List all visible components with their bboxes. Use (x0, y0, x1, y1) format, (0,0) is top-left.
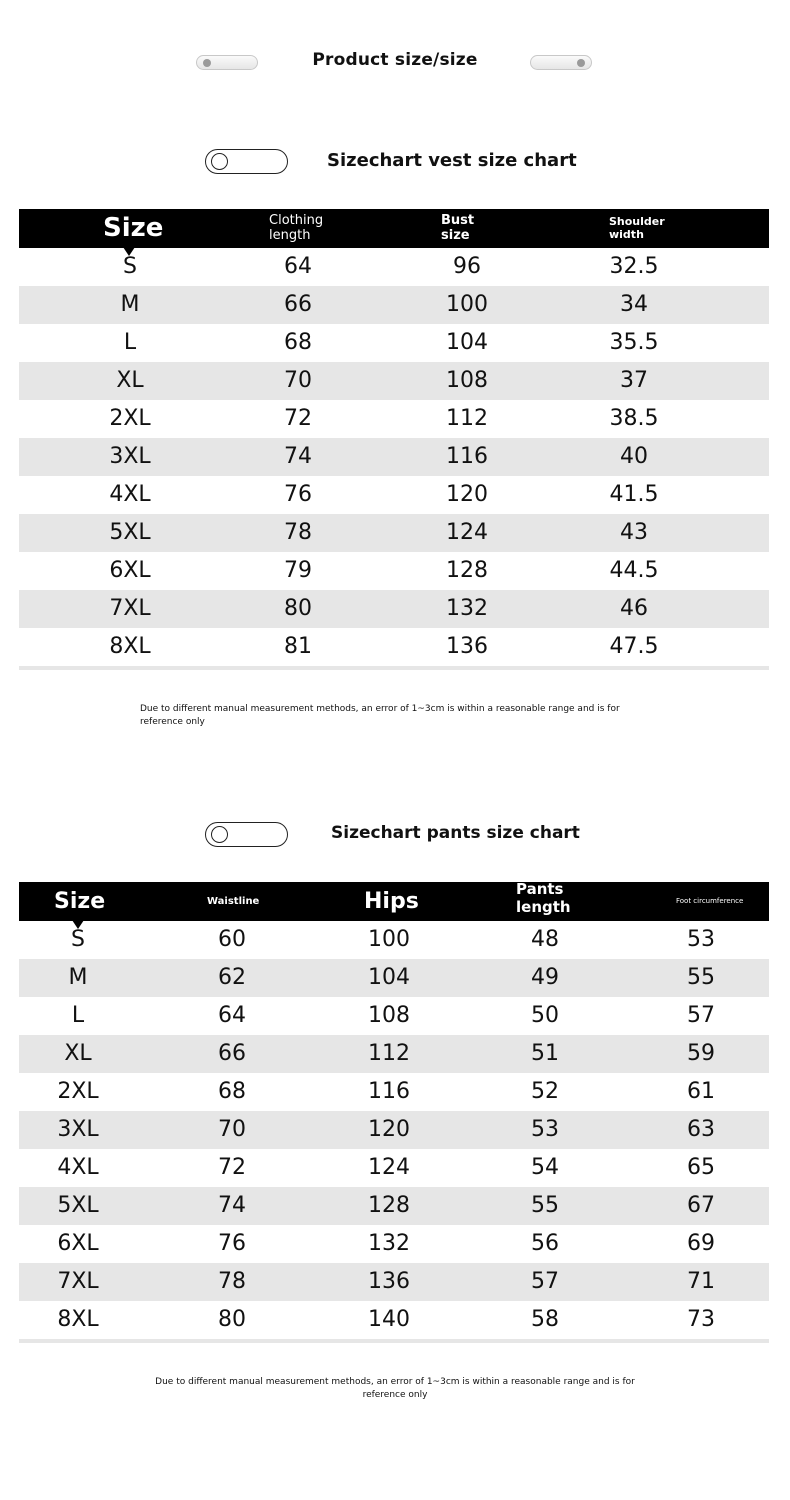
table-cell: M (120, 292, 140, 317)
table-row (19, 1035, 769, 1073)
table-cell: 104 (368, 965, 410, 990)
table-row (19, 400, 769, 438)
table-cell: 132 (368, 1231, 410, 1256)
table-row (19, 921, 769, 959)
table-cell: 104 (446, 330, 488, 355)
vest-header-clothing-length (269, 209, 323, 248)
table-cell: 96 (453, 254, 481, 279)
table-cell: 2XL (109, 406, 151, 431)
vest-header-size (103, 209, 163, 248)
vest-table-header (19, 209, 769, 248)
pants-header-hips (364, 882, 419, 921)
table-cell: 37 (620, 368, 648, 393)
pants-header-foot-circumference (676, 882, 743, 921)
table-cell: 8XL (109, 634, 151, 659)
table-cell: 136 (368, 1269, 410, 1294)
table-cell: XL (64, 1041, 92, 1066)
table-row (19, 1263, 769, 1301)
table-cell: 108 (446, 368, 488, 393)
vest-table-bottom-rule (19, 666, 769, 670)
table-cell: S (123, 254, 137, 279)
table-cell: 72 (284, 406, 312, 431)
table-cell: 78 (284, 520, 312, 545)
vest-section-header (0, 147, 790, 177)
table-cell: 54 (531, 1155, 559, 1180)
table-cell: 67 (687, 1193, 715, 1218)
table-cell: 79 (284, 558, 312, 583)
table-cell: 6XL (57, 1231, 99, 1256)
page-title: Product size/size (312, 50, 478, 70)
table-cell: 4XL (109, 482, 151, 507)
table-cell: 4XL (57, 1155, 99, 1180)
table-cell: 120 (368, 1117, 410, 1142)
table-row (19, 362, 769, 400)
table-cell: 44.5 (609, 558, 659, 583)
table-cell: 64 (284, 254, 312, 279)
table-cell: 72 (218, 1155, 246, 1180)
table-cell: 69 (687, 1231, 715, 1256)
table-cell: 68 (218, 1079, 246, 1104)
table-row (19, 628, 769, 666)
table-cell: 65 (687, 1155, 715, 1180)
header-line: Waistline (207, 895, 260, 907)
table-cell: 35.5 (609, 330, 659, 355)
header-line: Foot circumference (676, 897, 744, 906)
table-row (19, 1301, 769, 1339)
table-cell: S (71, 927, 85, 952)
pants-size-table (19, 882, 769, 1343)
table-cell: L (71, 1003, 85, 1028)
table-row (19, 1111, 769, 1149)
table-cell: 100 (368, 927, 410, 952)
table-cell: 3XL (109, 444, 151, 469)
table-row (19, 438, 769, 476)
table-cell: 70 (284, 368, 312, 393)
table-cell: 5XL (109, 520, 151, 545)
table-cell: 52 (531, 1079, 559, 1104)
table-cell: 71 (687, 1269, 715, 1294)
header-line: Clothing (269, 212, 324, 228)
table-cell: 116 (446, 444, 488, 469)
table-row (19, 248, 769, 286)
pants-measurement-note: Due to different manual measurement methods, an error of 1~3cm is within a reasonable range and is for reference only (155, 1377, 635, 1400)
table-cell: 128 (368, 1193, 410, 1218)
header-line: width (609, 227, 644, 241)
table-cell: 108 (368, 1003, 410, 1028)
table-row (19, 552, 769, 590)
table-row (19, 590, 769, 628)
table-cell: 62 (218, 965, 246, 990)
vest-section-title: Sizechart vest size chart (327, 150, 577, 171)
vest-measurement-note: Due to different manual measurement methods, an error of 1~3cm is within a reasonable range and is for reference only (140, 704, 620, 727)
header-line: Pants (516, 880, 564, 899)
table-cell: 53 (531, 1117, 559, 1142)
table-cell: 124 (368, 1155, 410, 1180)
table-cell: 55 (531, 1193, 559, 1218)
table-cell: M (68, 965, 88, 990)
table-cell: 46 (620, 596, 648, 621)
table-cell: 61 (687, 1079, 715, 1104)
table-cell: 55 (687, 965, 715, 990)
table-cell: 58 (531, 1307, 559, 1332)
table-cell: 6XL (109, 558, 151, 583)
table-cell: 51 (531, 1041, 559, 1066)
header-line: Shoulder (609, 214, 665, 228)
table-cell: 8XL (57, 1307, 99, 1332)
table-row (19, 1187, 769, 1225)
table-cell: 3XL (57, 1117, 99, 1142)
vest-size-table (19, 209, 769, 670)
pants-table-header (19, 882, 769, 921)
table-row (19, 997, 769, 1035)
pants-header-pants-length (516, 876, 571, 921)
pants-header-size (54, 882, 105, 921)
table-cell: 66 (218, 1041, 246, 1066)
pants-header-waistline (207, 882, 259, 921)
header-line: size (441, 227, 470, 243)
table-row (19, 1149, 769, 1187)
table-cell: 40 (620, 444, 648, 469)
header-line: Hips (364, 888, 419, 914)
table-cell: 81 (284, 634, 312, 659)
header-line: Size (103, 212, 164, 243)
table-cell: 57 (531, 1269, 559, 1294)
table-row (19, 1073, 769, 1111)
vest-header-shoulder-width (609, 209, 665, 248)
table-cell: 66 (284, 292, 312, 317)
table-cell: 43 (620, 520, 648, 545)
pants-table-bottom-rule (19, 1339, 769, 1343)
table-row (19, 324, 769, 362)
table-row (19, 514, 769, 552)
table-cell: 68 (284, 330, 312, 355)
table-cell: 128 (446, 558, 488, 583)
table-cell: 47.5 (609, 634, 659, 659)
toggle-icon (205, 822, 288, 847)
table-cell: 136 (446, 634, 488, 659)
vest-header-bust-size (441, 209, 474, 248)
table-cell: 2XL (57, 1079, 99, 1104)
table-cell: 7XL (109, 596, 151, 621)
toggle-icon (205, 149, 288, 174)
table-cell: 120 (446, 482, 488, 507)
table-row (19, 286, 769, 324)
pants-section-title: Sizechart pants size chart (331, 823, 580, 843)
table-cell: 59 (687, 1041, 715, 1066)
table-cell: 41.5 (609, 482, 659, 507)
table-cell: 60 (218, 927, 246, 952)
table-cell: 56 (531, 1231, 559, 1256)
table-cell: 50 (531, 1003, 559, 1028)
table-cell: 70 (218, 1117, 246, 1142)
table-cell: 74 (284, 444, 312, 469)
table-cell: 80 (284, 596, 312, 621)
table-cell: 57 (687, 1003, 715, 1028)
pants-table-body (19, 921, 769, 1339)
table-cell: 100 (446, 292, 488, 317)
table-cell: 5XL (57, 1193, 99, 1218)
table-row (19, 1225, 769, 1263)
table-cell: 7XL (57, 1269, 99, 1294)
table-cell: 34 (620, 292, 648, 317)
toggle-knob (211, 826, 228, 843)
table-cell: 112 (446, 406, 488, 431)
table-cell: 140 (368, 1307, 410, 1332)
header-line: length (269, 227, 311, 243)
table-cell: XL (116, 368, 144, 393)
table-row (19, 476, 769, 514)
table-cell: 63 (687, 1117, 715, 1142)
toggle-knob (211, 153, 228, 170)
table-cell: 32.5 (609, 254, 659, 279)
table-cell: 73 (687, 1307, 715, 1332)
table-cell: 124 (446, 520, 488, 545)
table-cell: 116 (368, 1079, 410, 1104)
decorative-pill-right (530, 55, 592, 70)
page-header (0, 48, 790, 78)
table-cell: 53 (687, 927, 715, 952)
table-cell: 74 (218, 1193, 246, 1218)
table-cell: 112 (368, 1041, 410, 1066)
table-cell: 132 (446, 596, 488, 621)
table-cell: 76 (218, 1231, 246, 1256)
table-cell: 38.5 (609, 406, 659, 431)
table-cell: 64 (218, 1003, 246, 1028)
header-line: Size (54, 888, 106, 914)
table-cell: 78 (218, 1269, 246, 1294)
vest-table-body (19, 248, 769, 666)
table-cell: 49 (531, 965, 559, 990)
table-cell: 80 (218, 1307, 246, 1332)
header-line: length (516, 897, 571, 916)
pill-dot-icon (577, 59, 585, 67)
header-line: Bust (441, 212, 475, 228)
table-row (19, 959, 769, 997)
table-cell: 76 (284, 482, 312, 507)
table-cell: L (123, 330, 137, 355)
table-cell: 48 (531, 927, 559, 952)
pants-section-header (0, 820, 790, 850)
